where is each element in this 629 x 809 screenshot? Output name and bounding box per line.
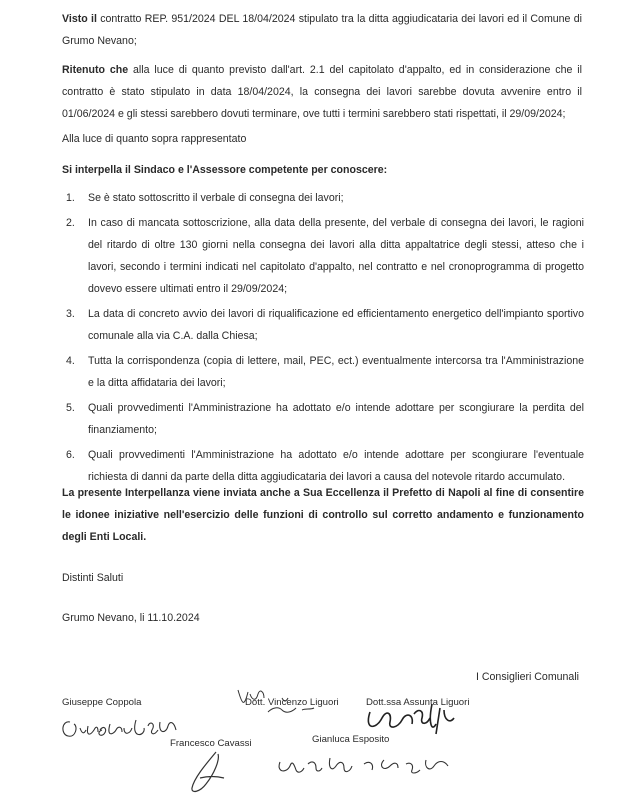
si-interpella-heading: Si interpella il Sindaco e l'Assessore competente per conoscere:	[62, 164, 388, 176]
signatory-vincenzo-liguori: Dott. Vincenzo Liguori	[245, 697, 339, 708]
list-item-text: Quali provvedimenti l'Amministrazione ha adottato e/o intende adottare per scongiurare l'eventuale richiesta di danni da parte della ditta aggiudicataria dei lavori a causa del notevole ritardo accumulato.	[88, 449, 584, 483]
signature-coppola	[58, 712, 188, 746]
signature-assunta-liguori	[362, 700, 462, 740]
list-item-text: Quali provvedimenti l'Amministrazione ha adottato e/o intende adottare per scongiurare la perdita del finanziamento;	[88, 402, 584, 436]
signature-cavassi	[186, 748, 236, 798]
ritenuto-lead: Ritenuto che	[62, 64, 129, 76]
visto-lead: Visto il	[62, 13, 97, 25]
list-item	[62, 397, 584, 441]
alla-luce-line: Alla luce di quanto sopra rappresentato	[62, 133, 247, 145]
signatory-coppola: Giuseppe Coppola	[62, 697, 142, 708]
place-date-line: Grumo Nevano, li 11.10.2024	[62, 612, 200, 624]
list-item-text: Tutta la corrispondenza (copia di lettere, mail, PEC, ect.) eventualmente intercorsa tra l'Amministrazione e la ditta affidataria dei lavori;	[88, 355, 584, 389]
visto-paragraph	[62, 8, 582, 52]
ritenuto-paragraph	[62, 59, 582, 125]
signature-esposito	[274, 750, 464, 780]
list-item-number: 4.	[66, 355, 75, 367]
list-item-text: In caso di mancata sottoscrizione, alla data della presente, del verbale di consegna dei lavori, le ragioni del ritardo di oltre 130 giorni nella consegna dei lavori alla ditta appaltatrice degli stessi, atteso che i lavori, secondo i termini indicati nel capitolato d'appalto, nel contratto e nel cronoprogramma di progetto dovevo essere ultimati entro il 29/09/2024;	[88, 217, 584, 295]
closing-bold-paragraph: La presente Interpellanza viene inviata anche a Sua Eccellenza il Prefetto di Napoli al fine di consentire le idonee iniziative nell'esercizio delle funzioni di controllo sul corretto andamento e funzionamento degli Enti Locali.	[62, 487, 584, 543]
signature-vincenzo-liguori	[232, 684, 342, 724]
ritenuto-text: alla luce di quanto previsto dall'art. 2.1 del capitolato d'appalto, ed in considerazione che il contratto è stato stipulato in data 18/04/2024, la consegna dei lavori sarebbe dovuta avvenire entro il 01/06/2024 e gli stessi sarebbero dovuti terminare, ove tutti i termini sarebbero stati rispettati, il 29/09/2024;	[62, 64, 582, 120]
list-item-number: 3.	[66, 308, 75, 320]
list-item	[62, 187, 584, 209]
signatory-cavassi: Francesco Cavassi	[170, 738, 252, 749]
saluti-line: Distinti Saluti	[62, 572, 124, 584]
list-item-number: 2.	[66, 217, 75, 229]
list-item	[62, 350, 584, 394]
list-item	[62, 303, 584, 347]
consiglieri-title: I Consiglieri Comunali	[476, 671, 580, 683]
visto-text: contratto REP. 951/2024 DEL 18/04/2024 stipulato tra la ditta aggiudicataria dei lavori ed il Comune di Grumo Nevano;	[62, 13, 582, 47]
list-item	[62, 212, 584, 300]
list-item-text: La data di concreto avvio dei lavori di riqualificazione ed efficientamento energetico dell'impianto sportivo comunale alla via C.A. dalla Chiesa;	[88, 308, 584, 342]
signatory-assunta-liguori: Dott.ssa Assunta Liguori	[366, 697, 470, 708]
questions-list	[62, 187, 584, 488]
list-item-text: Se è stato sottoscritto il verbale di consegna dei lavori;	[88, 192, 344, 204]
list-item-number: 1.	[66, 192, 75, 204]
signatory-esposito: Gianluca Esposito	[312, 734, 390, 745]
list-item-number: 6.	[66, 449, 75, 461]
list-item-number: 5.	[66, 402, 75, 414]
